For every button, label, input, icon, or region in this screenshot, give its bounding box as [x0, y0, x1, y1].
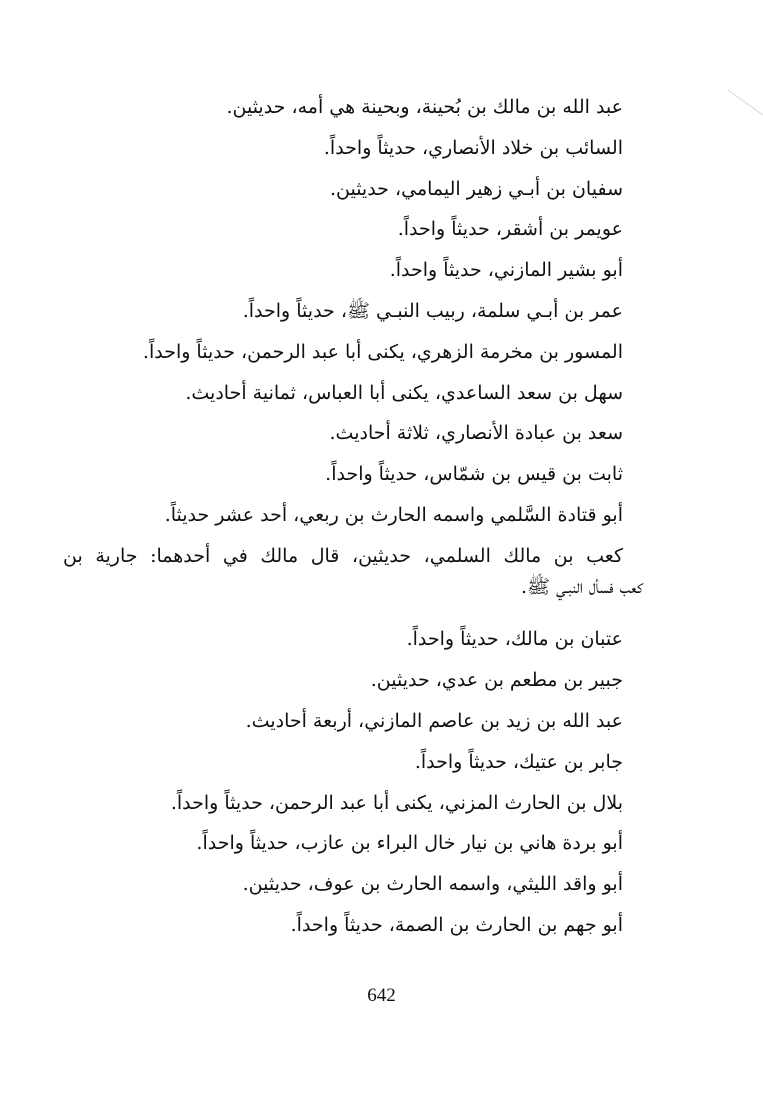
list-item: أبو واقد الليثي، واسمه الحارث بن عوف، حديثين.: [242, 873, 623, 896]
list-item: جبير بن مطعم بن عدي، حديثين.: [370, 669, 623, 692]
list-item: أبو جهم بن الحارث بن الصمة، حديثاً واحداً.: [290, 913, 623, 936]
list-item: سفيان بن أبـي زهير اليمامي، حديثين.: [329, 177, 623, 200]
list-item: سعد بن عبادة الأنصاري، ثلاثة أحاديث.: [329, 422, 623, 445]
list-item: عتبان بن مالك، حديثاً واحداً.: [406, 628, 623, 651]
list-item: عبد الله بن زيد بن عاصم المازني، أربعة أحاديث.: [245, 709, 623, 732]
narrator-list: [63, 87, 643, 946]
list-item: أبو بردة هاني بن نيار خال البراء بن عازب، حديثاً واحداً.: [196, 832, 623, 855]
list-item: بلال بن الحارث المزني، يكنى أبا عبد الرحمن، حديثاً واحداً.: [170, 791, 623, 814]
list-item-continuation: كعب فسأل النبـي ﷺ.: [520, 575, 643, 598]
list-item: أبو قتادة السَّلمي واسمه الحارث بن ربعي، أحد عشر حديثاً.: [164, 503, 623, 526]
page-number: 642: [367, 985, 396, 1006]
list-item: عمر بن أبـي سلمة، ربيب النبـي ﷺ، حديثاً واحداً.: [242, 299, 623, 322]
list-item: ثابت بن قيس بن شمّاس، حديثاً واحداً.: [325, 463, 623, 486]
page-edge-scan-mark: [723, 70, 763, 130]
list-item: المسور بن مخرمة الزهري، يكنى أبا عبد الرحمن، حديثاً واحداً.: [142, 340, 623, 363]
list-item: أبو بشير المازني، حديثاً واحداً.: [389, 259, 623, 282]
list-item: سهل بن سعد الساعدي، يكنى أبا العباس، ثمانية أحاديث.: [185, 381, 623, 404]
list-item: جابر بن عتيك، حديثاً واحداً.: [414, 750, 623, 773]
list-item: كعب بن مالك السلمي، حديثين، قال مالك في أحدهما: جارية بن: [63, 544, 623, 567]
list-item: عويمر بن أشقر، حديثاً واحداً.: [397, 218, 623, 241]
list-item: عبد الله بن مالك بن بُحينة، وبحينة هي أمه، حديثين.: [226, 96, 623, 118]
list-item: السائب بن خلاد الأنصاري، حديثاً واحداً.: [323, 136, 623, 159]
